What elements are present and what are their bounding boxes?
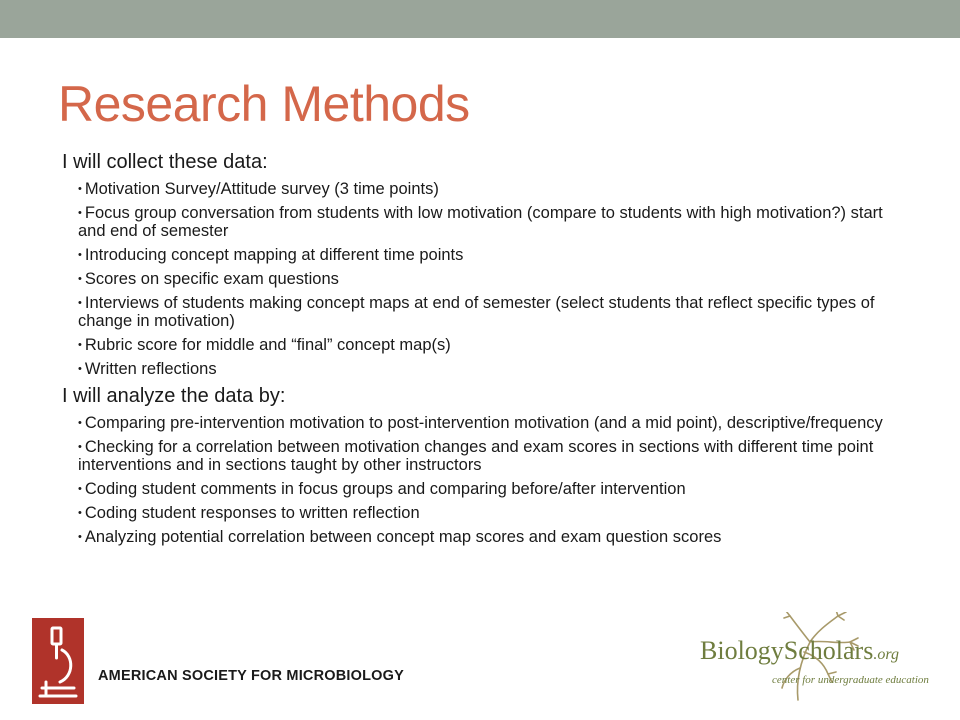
section-heading-analyze: I will analyze the data by:	[62, 385, 286, 407]
list-item: • Motivation Survey/Attitude survey (3 time points)	[78, 180, 439, 198]
microscope-icon	[32, 618, 84, 704]
list-item: • Written reflections	[78, 360, 217, 378]
list-item: • Comparing pre-intervention motivation to post-intervention motivation (and a mid point), descriptive/frequency	[78, 414, 883, 432]
list-item: • Coding student comments in focus groups and comparing before/after intervention	[78, 480, 686, 498]
list-item: • Coding student responses to written reflection	[78, 504, 420, 522]
top-accent-bar	[0, 0, 960, 38]
bullet-dot-icon: •	[78, 183, 82, 195]
bullet-dot-icon: •	[78, 273, 82, 285]
bullet-dot-icon: •	[78, 441, 82, 453]
bullet-dot-icon: •	[78, 249, 82, 261]
bullet-dot-icon: •	[78, 531, 82, 543]
bullet-dot-icon: •	[78, 207, 82, 219]
section-heading-collect: I will collect these data:	[62, 151, 268, 173]
list-item: • Interviews of students making concept maps at end of semester (select students that reflect specific types of change in motivation)	[78, 294, 875, 330]
bs-tagline: center for undergraduate education	[772, 674, 929, 686]
list-item: • Introducing concept mapping at different time points	[78, 246, 464, 264]
bullet-list-analyze	[78, 414, 902, 546]
list-item: • Scores on specific exam questions	[78, 270, 339, 288]
list-item: • Analyzing potential correlation between concept map scores and exam question scores	[78, 528, 722, 546]
bullet-dot-icon: •	[78, 339, 82, 351]
biology-scholars-logo	[700, 612, 940, 704]
slide-body	[62, 150, 902, 552]
bullet-dot-icon: •	[78, 417, 82, 429]
bullet-dot-icon: •	[78, 363, 82, 375]
list-item: • Checking for a correlation between motivation changes and exam scores in sections with different time point interventions and in sections taught by other instructors	[78, 438, 874, 474]
bs-word-scholars: Scholars	[783, 636, 874, 665]
list-item: • Rubric score for middle and “final” concept map(s)	[78, 336, 451, 354]
bs-word-org: .org	[873, 646, 899, 663]
bullet-dot-icon: •	[78, 297, 82, 309]
bullet-dot-icon: •	[78, 483, 82, 495]
bs-word-biology: Biology	[700, 636, 784, 665]
bullet-list-collect	[78, 180, 902, 378]
asm-name: AMERICAN SOCIETY FOR MICROBIOLOGY	[98, 668, 405, 684]
bullet-dot-icon: •	[78, 507, 82, 519]
list-item: • Focus group conversation from students with low motivation (compare to students with high motivation?) start and end of semester	[78, 204, 883, 240]
bs-wordmark	[700, 636, 899, 666]
slide-title: Research Methods	[58, 76, 470, 132]
